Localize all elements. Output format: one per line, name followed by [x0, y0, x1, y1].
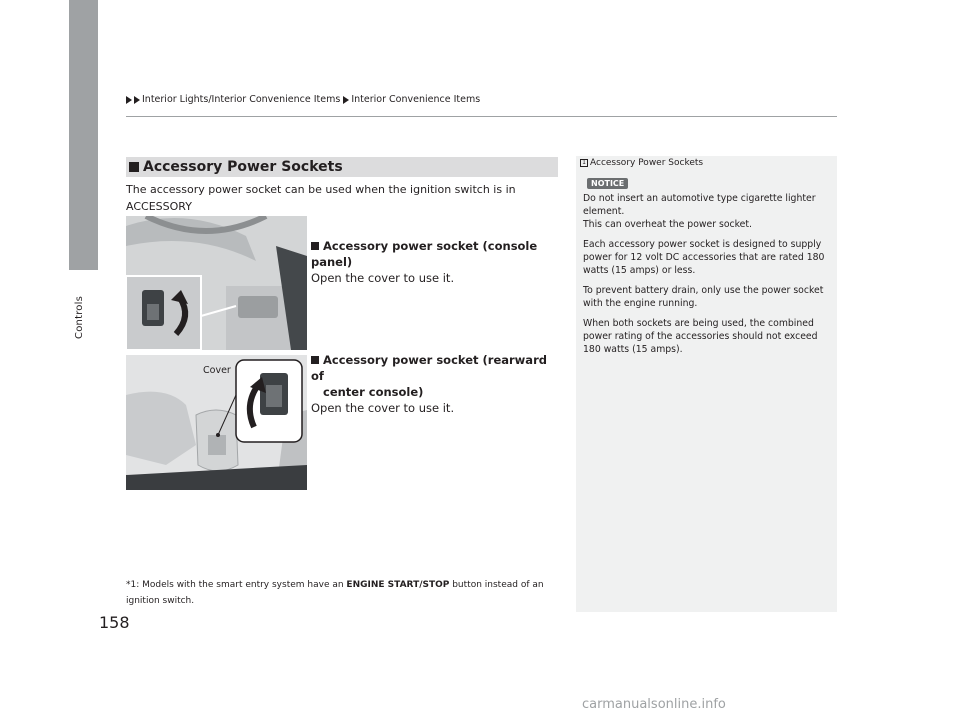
note-body	[583, 192, 833, 356]
breadcrumb-arrow-icon	[343, 96, 349, 104]
subsection-title: Accessory power socket (rearward of	[311, 353, 547, 383]
note-paragraph: Do not insert an automotive type cigarette lighter element. This can overheat the power socket.	[583, 193, 816, 230]
subsection-title: Accessory power socket (console panel)	[311, 239, 538, 269]
page-number: 158	[99, 613, 130, 632]
watermark: carmanualsonline.info	[582, 697, 726, 712]
breadcrumb-item[interactable]: Interior Lights/Interior Convenience Items	[142, 94, 341, 105]
breadcrumb	[126, 94, 483, 105]
note-paragraph: When both sockets are being used, the combined power rating of the accessories should not exceed 180 watts (15 amps).	[583, 318, 818, 355]
breadcrumb-arrow-icon	[126, 96, 132, 104]
intro-text: The accessory power socket can be used when the ignition switch is in ACCESSORY	[126, 183, 516, 213]
subsection-bullet-icon	[311, 356, 319, 364]
breadcrumb-item[interactable]: Interior Convenience Items	[351, 94, 481, 105]
note-number-icon: 1	[580, 159, 588, 167]
cover-label: Cover	[203, 365, 231, 376]
console-panel-drawing	[126, 216, 307, 350]
section-bullet-icon	[129, 162, 139, 172]
section-heading	[126, 157, 558, 177]
rear-console-socket-illustration	[126, 355, 307, 490]
subsection-console	[311, 238, 561, 286]
subsection-text: Open the cover to use it.	[311, 401, 455, 415]
subsection-title-cont: center console)	[323, 385, 424, 399]
breadcrumb-arrow-icon	[134, 96, 140, 104]
notice-badge: NOTICE	[587, 178, 628, 189]
note-title: 1 Accessory Power Sockets	[580, 158, 703, 168]
chapter-tab	[69, 0, 98, 270]
header-divider	[126, 116, 837, 117]
subsection-rear	[311, 352, 561, 416]
subsection-bullet-icon	[311, 242, 319, 250]
footnote: *1: Models with the smart entry system have an ENGINE START/STOP button instead of an ignition switch.	[126, 580, 544, 606]
section-title: Accessory Power Sockets	[143, 159, 343, 175]
note-paragraph: To prevent battery drain, only use the power socket with the engine running.	[583, 285, 824, 309]
note-paragraph: Each accessory power socket is designed to supply power for 12 volt DC accessories that are rated 180 watts (15 amps) or less.	[583, 239, 825, 276]
console-panel-socket-illustration	[126, 216, 307, 350]
subsection-text: Open the cover to use it.	[311, 271, 455, 285]
chapter-tab-label: Controls	[74, 296, 85, 339]
